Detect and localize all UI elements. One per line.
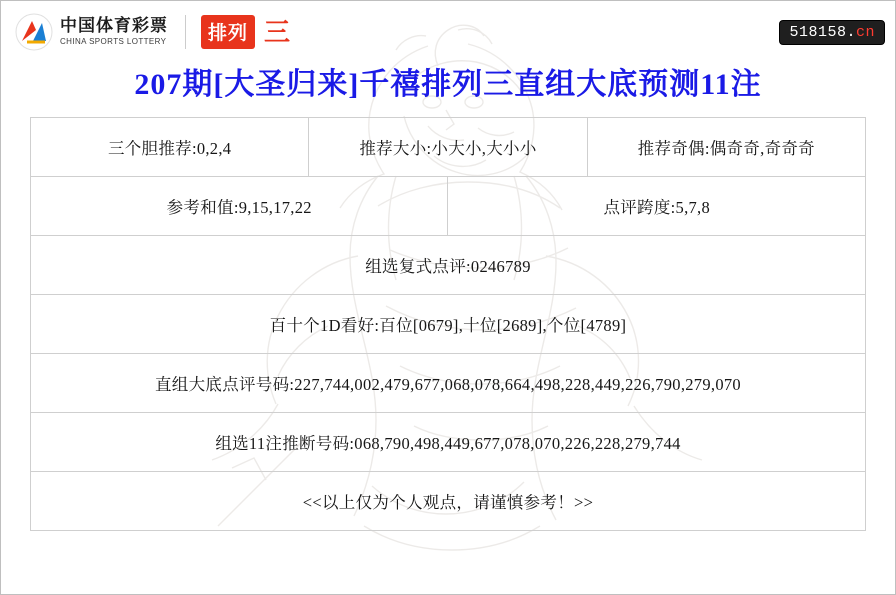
brand-name-en: CHINA SPORTS LOTTERY — [60, 36, 167, 46]
brand-logo — [15, 13, 290, 51]
game-badge-tail: 三 — [264, 17, 291, 47]
table-row — [31, 177, 866, 236]
cell-group-compound-review: 组选复式点评:0246789 — [31, 236, 866, 295]
page-header — [1, 1, 895, 57]
brand-name-cn: 中国体育彩票 — [60, 16, 168, 36]
cell-position-1d-view: 百十个1D看好:百位[0679],十位[2689],个位[4789] — [31, 295, 866, 354]
cell-span-review: 点评跨度:5,7,8 — [448, 177, 866, 236]
table-row — [31, 413, 866, 472]
site-tag-domain: 518158. — [789, 23, 856, 41]
table-row — [31, 118, 866, 177]
cell-disclaimer: <<以上仅为个人观点，请谨慎参考！>> — [31, 472, 866, 531]
cell-straight-group-numbers: 直组大底点评号码:227,744,002,479,677,068,078,664,498,228,449,226,790,279,070 — [31, 354, 866, 413]
table-row — [31, 472, 866, 531]
prediction-table — [30, 117, 866, 531]
footer-spacer — [1, 531, 895, 575]
cell-group-11-numbers: 组选11注推断号码:068,790,498,449,677,078,070,226,228,279,744 — [31, 413, 866, 472]
table-row — [31, 295, 866, 354]
sports-lottery-logo-icon — [15, 13, 53, 51]
game-badge: 排列 — [201, 15, 255, 49]
cell-oddeven-recommend: 推荐奇偶:偶奇奇,奇奇奇 — [587, 118, 865, 177]
cell-sum-reference: 参考和值:9,15,17,22 — [31, 177, 448, 236]
cell-dan-recommend: 三个胆推荐:0,2,4 — [31, 118, 309, 177]
site-tag — [779, 20, 885, 45]
header-divider — [185, 15, 186, 49]
table-row — [31, 354, 866, 413]
brand-text — [60, 17, 168, 46]
page-title: 207期[大圣归来]千禧排列三直组大底预测11注 — [134, 68, 762, 101]
cell-size-recommend: 推荐大小:小大小,大小小 — [309, 118, 587, 177]
site-tag-tld: cn — [855, 23, 875, 41]
table-row — [31, 236, 866, 295]
